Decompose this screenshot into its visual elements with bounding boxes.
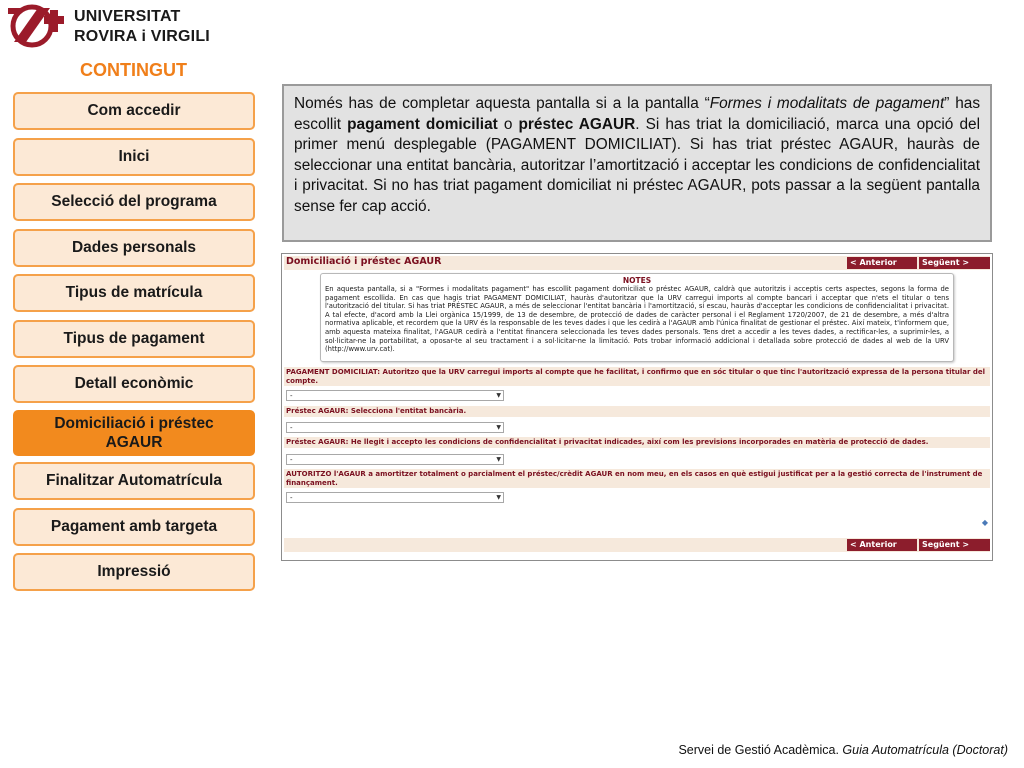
instructions-box bbox=[282, 84, 992, 242]
scroll-up-icon[interactable]: ◆ bbox=[981, 518, 988, 527]
nav-item-dades-personals[interactable]: Dades personals bbox=[13, 229, 255, 267]
question-amortitzacio: AUTORITZO l'AGAUR a amortitzer totalment o parcialment el préstec/crèdit AGAUR en nom meu, en els casos en què estigui justificat per a la gestió correcta de l'instrument de finançament. bbox=[284, 469, 990, 488]
instructions-text-3: o bbox=[497, 115, 519, 133]
instructions-bold-1: pagament domiciliat bbox=[347, 115, 498, 133]
nav-item-finalitzar[interactable]: Finalitzar Automatrícula bbox=[13, 462, 255, 500]
page-footer bbox=[678, 743, 1008, 757]
select-confidencialitat[interactable] bbox=[286, 454, 504, 465]
notes-title: NOTES bbox=[622, 276, 652, 285]
urv-logo-text bbox=[74, 7, 210, 47]
select-value: - bbox=[290, 392, 293, 400]
chevron-down-icon: ▼ bbox=[496, 456, 501, 463]
nav-item-seleccio-programa[interactable]: Selecció del programa bbox=[13, 183, 255, 221]
instructions-text-4: . Si has triat la domiciliació, marca una opció del primer menú desplegable (PAGAMENT DOMICILIAT). Si has triat préstec AGAUR, hauràs de seleccionar una entitat bancària, autoritzar l’amortització i acceptar les condicions de confidencialitat i privacitat. Si no has triat pagament domiciliat ni préstec AGAUR, pots passar a la següent pantalla sense fer cap acció. bbox=[294, 115, 980, 215]
nav-item-tipus-pagament[interactable]: Tipus de pagament bbox=[13, 320, 255, 358]
select-value: - bbox=[290, 424, 293, 432]
logo-line1: UNIVERSITAT bbox=[74, 8, 181, 25]
chevron-down-icon: ▼ bbox=[496, 494, 501, 501]
question-entitat-bancaria: Préstec AGAUR: Selecciona l'entitat bancària. bbox=[284, 406, 990, 417]
next-button-bottom[interactable]: Següent > bbox=[919, 539, 990, 551]
notes-box bbox=[320, 273, 954, 362]
question-pagament-domiciliat: PAGAMENT DOMICILIAT: Autoritzo que la URV carregui imports al compte que he facilitat, i confirmo que en sóc titular o que tinc l'autorització expressa de la persona titular del compte. bbox=[284, 367, 990, 386]
logo-line2: ROVIRA i VIRGILI bbox=[74, 28, 210, 45]
nav-item-inici[interactable]: Inici bbox=[13, 138, 255, 176]
chevron-down-icon: ▼ bbox=[496, 392, 501, 399]
notes-body: En aquesta pantalla, si a "Formes i modalitats pagament" has escollit pagament domiciliat o préstec AGAUR, caldrà que autoritzis i acceptis certs aspectes, segons la forma de pagament escollida. En cas que hagis triat PAGAMENT DOMICILIAT, hauràs d'autoritzar que la URV carregui imports al compte bancari i acceptar que n'ets el titular o tens l'autorització del titular. Si has triat PRÉSTEC AGAUR, a més de seleccionar l'entitat bancària i l'amortització, si escau, hauràs d'acceptar les condicions de confidencialitat i privacitat. A tal efecte, d'acord amb la Llei orgànica 15/1999, de 13 de desembre, de protecció de dades de caràcter personal i el Reglament 1720/2007, de 21 de desembre, a més d'altra normativa aplicable, et recordem que la URV és la responsable de les teves dades i que les cedirà a l'AGAUR amb l'única finalitat de gestionar el préstec. Així mateix, t'informem que, amb aquesta mateixa finalitat, l'AGAUR cedirà a l'entitat financera seleccionada les teves dades personals. Tens dret a accedir a les teves dades, a rectificar-les, a suprimir-les, a sol·licitar-ne la portabilitat, a oposar-te al seu tractament i a sol·licitar-ne la limitació. Pots trobar informació addicional i detallada sobre protecció de dades al web de la URV (http://www.urv.cat). bbox=[325, 285, 949, 354]
select-value: - bbox=[290, 456, 293, 464]
question-confidencialitat: Préstec AGAUR: He llegit i accepto les condicions de confidencialitat i privacitat indicades, així com les previsions incorporades en matèria de protecció de dades. bbox=[284, 437, 990, 448]
instructions-bold-2: préstec AGAUR bbox=[518, 115, 636, 133]
nav-item-domiciliacio-agaur[interactable]: Domiciliació i préstec AGAUR bbox=[13, 410, 255, 456]
instructions-em: Formes i modalitats de pagament bbox=[709, 95, 945, 112]
urv-logo bbox=[4, 2, 214, 50]
select-entitat-bancaria[interactable] bbox=[286, 422, 504, 433]
urv-logo-icon bbox=[4, 2, 68, 48]
footer-text: Servei de Gestió Acadèmica. bbox=[678, 743, 843, 757]
nav-item-tipus-matricula[interactable]: Tipus de matrícula bbox=[13, 274, 255, 312]
next-button[interactable]: Següent > bbox=[919, 257, 990, 269]
prev-button[interactable]: < Anterior bbox=[847, 257, 917, 269]
footer-guide-title: Guia Automatrícula (Doctorat) bbox=[842, 743, 1008, 757]
prev-button-bottom[interactable]: < Anterior bbox=[847, 539, 917, 551]
select-pagament-domiciliat[interactable] bbox=[286, 390, 504, 401]
screen-footer bbox=[284, 538, 990, 552]
chevron-down-icon: ▼ bbox=[496, 424, 501, 431]
instructions-text-2: ” has escollit bbox=[294, 95, 981, 133]
nav-item-detall-economic[interactable]: Detall econòmic bbox=[13, 365, 255, 403]
sidebar-title: CONTINGUT bbox=[80, 60, 187, 80]
select-amortitzacio[interactable] bbox=[286, 492, 504, 503]
screen-header bbox=[284, 256, 990, 270]
nav-item-pagament-targeta[interactable]: Pagament amb targeta bbox=[13, 508, 255, 546]
nav-item-com-accedir[interactable]: Com accedir bbox=[13, 92, 255, 130]
instructions-text-1: Només has de completar aquesta pantalla si a la pantalla “ bbox=[294, 95, 710, 112]
screen-title: Domiciliació i préstec AGAUR bbox=[286, 256, 442, 267]
select-value: - bbox=[290, 494, 293, 502]
nav-item-impressio[interactable]: Impressió bbox=[13, 553, 255, 591]
screen-capture bbox=[281, 253, 993, 561]
